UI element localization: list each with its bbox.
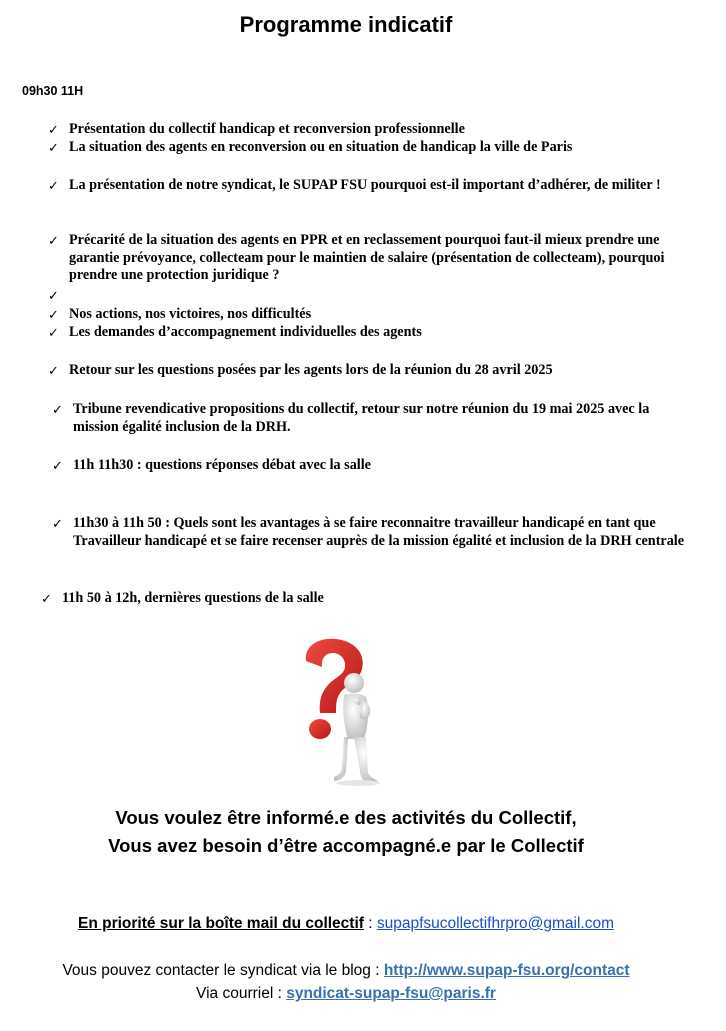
check-icon: ✓ [52,458,63,473]
list-item: ✓ La situation des agents en reconversion ou en situation de handicap la ville de Paris [48,139,573,155]
collective-email-link[interactable]: supapfsucollectifhrpro@gmail.com [376,915,614,932]
check-icon: ✓ [48,288,59,303]
check-icon: ✓ [52,402,63,417]
blog-link[interactable]: http://www.supap-fsu.org/contact [383,962,630,979]
list-item: ✓ 11h30 à 11h 50 : Quels sont les avantages à se faire reconnaitre travailleur handicapé en tant que Travailleur handicapé et se faire recenser auprès de la mission égalité et inclusion de la DRH centrale [52,515,685,549]
list-item: ✓ 11h 11h30 : questions réponses débat avec la salle [52,457,371,473]
list-item: ✓ Présentation du collectif handicap et reconversion professionnelle [48,121,465,137]
list-item: ✓ Nos actions, nos victoires, nos difficultés [48,306,312,322]
check-icon: ✓ [52,516,63,531]
check-icon: ✓ [48,122,59,137]
list-item: ✓ 11h 50 à 12h, dernières questions de la salle [41,590,324,606]
list-item: ✓ La présentation de notre syndicat, le SUPAP FSU pourquoi est-il important d’adhérer, de militer ! [48,177,661,193]
collective-contact-line [0,915,692,933]
check-icon: ✓ [48,307,59,322]
blog-prefix: Vous pouvez contacter le syndicat via le blog : [62,962,384,979]
blog-contact-line [0,962,692,980]
check-icon: ✓ [48,178,59,193]
cta-line-2: Vous avez besoin d’être accompagné.e par le Collectif [108,835,584,856]
check-icon: ✓ [48,233,59,248]
check-icon: ✓ [48,325,59,340]
union-email-line [0,985,692,1003]
check-icon: ✓ [48,363,59,378]
check-icon: ✓ [48,140,59,155]
separator: : [363,915,377,932]
priority-label: En priorité sur la boîte mail du collectif [77,915,364,932]
page-title: Programme indicatif [239,12,453,37]
list-item: ✓ Tribune revendicative propositions du collectif, retour sur notre réunion du 19 mai 2025 avec la mission égalité inclusion de la DRH. [52,401,650,435]
time-slot-label: 09h30 11H [22,84,84,98]
cta-line-1: Vous voulez être informé.e des activités du Collectif, [115,807,577,828]
mail-prefix: Via courriel : [196,985,287,1002]
list-item: ✓ Précarité de la situation des agents en PPR et en reclassement pourquoi faut-il mieux prendre une garantie prévoyance, collecteam pour le maintien de salaire (présentation de collecteam), pourquoi prendre une protection juridique ? [48,232,665,283]
check-icon: ✓ [41,591,52,606]
call-to-action [0,804,692,860]
union-email-link[interactable]: syndicat-supap-fsu@paris.fr [286,985,496,1002]
list-item: ✓ Retour sur les questions posées par les agents lors de la réunion du 28 avril 2025 [48,362,553,378]
question-mark-figure-icon [288,635,388,787]
list-item: ✓ Les demandes d’accompagnement individuelles des agents [48,324,422,340]
